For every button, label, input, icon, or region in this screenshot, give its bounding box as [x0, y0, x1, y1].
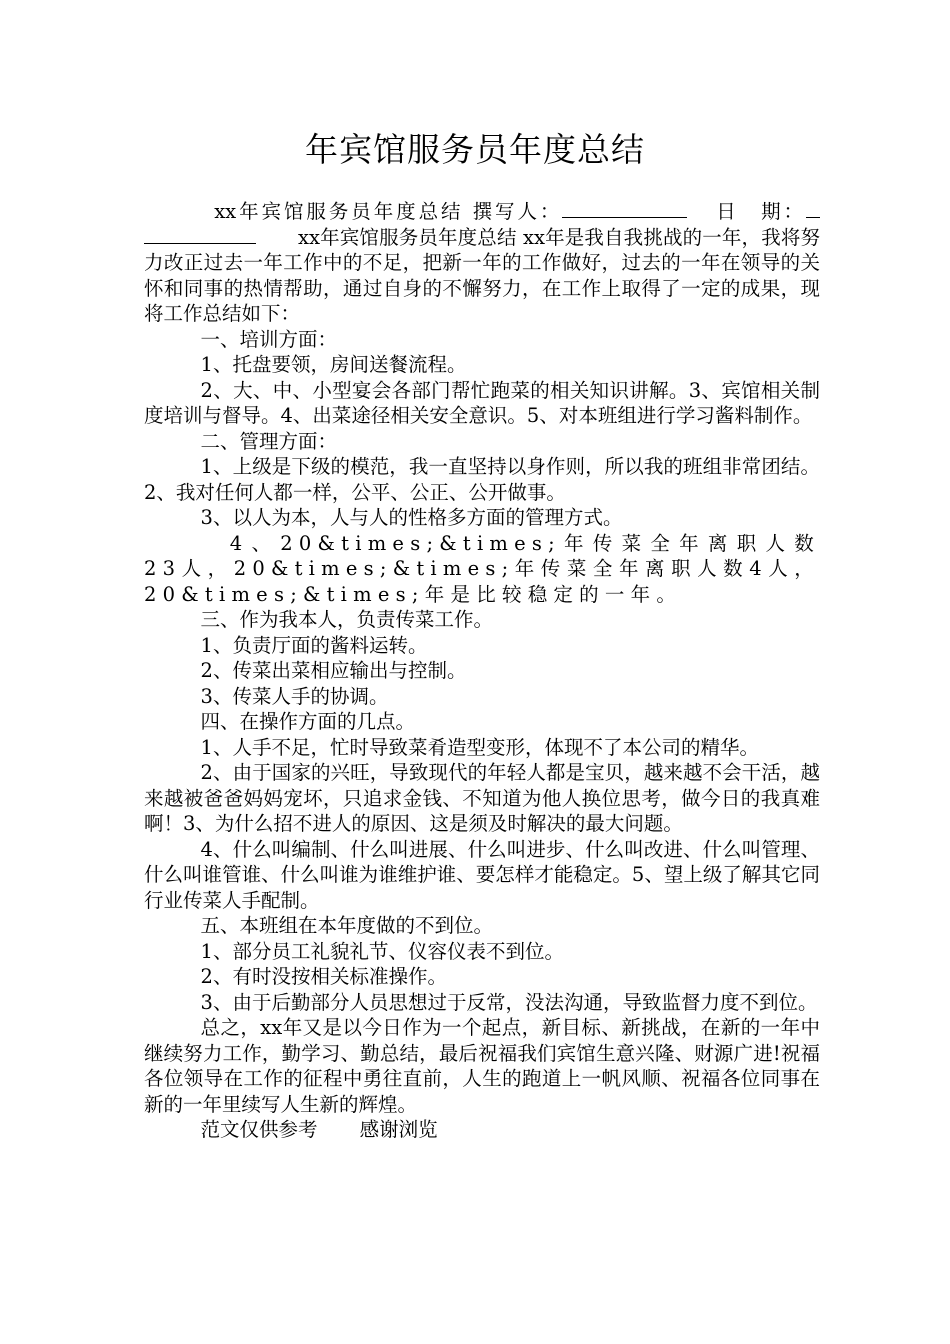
- paragraph: 4、什么叫编制、什么叫进展、什么叫进步、什么叫改进、什么叫管理、什么叫谁管谁、什么叫谁为谁维护谁、要怎样才能稳定。5、望上级了解其它同行业传菜人手配制。: [144, 837, 820, 912]
- footer-right: 感谢浏览: [359, 1118, 438, 1141]
- paragraph: 1、负责厅面的酱料运转。: [200, 633, 428, 657]
- paragraph: 2、有时没按相关标准操作。: [200, 965, 447, 988]
- paragraph: 3、由于后勤部分人员思想过于反常，没法沟通，导致监督力度不到位。: [200, 990, 818, 1014]
- paragraph: 1、人手不足，忙时导致菜肴造型变形，体现不了本公司的精华。: [200, 735, 759, 759]
- document-body: [144, 199, 820, 1143]
- paragraph: 一、培训方面：: [200, 327, 338, 351]
- paragraph-spaced: 4、20&times;&times;年传菜全年离职人数23人，20&times;&times;年传菜全年离职人数4人，20&times;&times;年是比较稳定的一年。: [144, 531, 820, 606]
- footer-left: 范文仅供参考: [200, 1118, 318, 1141]
- paragraph: 2、传菜出菜相应输出与控制。: [200, 659, 467, 682]
- header-continuation: xx年宾馆服务员年度总结 xx年是我自我挑战的一年，我将努力改正过去一年工作中的不足，把新一年的工作做好，过去的一年在领导的关怀和同事的热情帮助，通过自身的不懈努力，在工作上取得了一定的成果，现将工作总结如下：: [144, 225, 820, 325]
- paragraph: 1、上级是下级的模范，我一直坚持以身作则，所以我的班组非常团结。2、我对任何人都一样，公平、公正、公开做事。: [144, 455, 820, 504]
- paragraph: 3、传菜人手的协调。: [200, 684, 389, 708]
- paragraph: 2、由于国家的兴旺，导致现代的年轻人都是宝贝，越来越不会干活，越来越被爸爸妈妈宠坏，只追求金钱、不知道为他人换位思考，做今日的我真难啊！3、为什么招不进人的原因、这是须及时解决的最大问题。: [144, 761, 820, 835]
- paragraph: 二、管理方面：: [200, 429, 338, 453]
- paragraph: 五、本班组在本年度做的不到位。: [200, 914, 494, 937]
- document-title: 年宾馆服务员年度总结: [305, 130, 645, 169]
- paragraph: 2、大、中、小型宴会各部门帮忙跑菜的相关知识讲解。3、宾馆相关制度培训与督导。4、出菜途径相关安全意识。5、对本班组进行学习酱料制作。: [144, 378, 820, 427]
- paragraph: 3、以人为本，人与人的性格多方面的管理方式。: [200, 506, 623, 529]
- paragraph: 三、作为我本人，负责传菜工作。: [200, 608, 494, 631]
- paragraph: 1、托盘要领，房间送餐流程。: [200, 353, 467, 376]
- header-paragraph: [144, 199, 820, 327]
- date-blank: [806, 199, 820, 218]
- date-blank-continued: [144, 225, 256, 244]
- date-label: 日 期：: [713, 200, 806, 223]
- author-blank: [562, 199, 687, 218]
- header-intro: xx年宾馆服务员年度总结 撰写人：: [214, 200, 563, 223]
- footer-line: [144, 1117, 820, 1143]
- paragraph: 总之，xx年又是以今日作为一个起点，新目标、新挑战，在新的一年中继续努力工作，勤学习、勤总结，最后祝福我们宾馆生意兴隆、财源广进!祝福各位领导在工作的征程中勇往直前，人生的跑道上一帆风顺、祝福各位同事在新的一年里续写人生新的辉煌。: [144, 1016, 820, 1116]
- paragraph: 1、部分员工礼貌礼节、仪容仪表不到位。: [200, 939, 564, 963]
- paragraph: 四、在操作方面的几点。: [200, 710, 416, 733]
